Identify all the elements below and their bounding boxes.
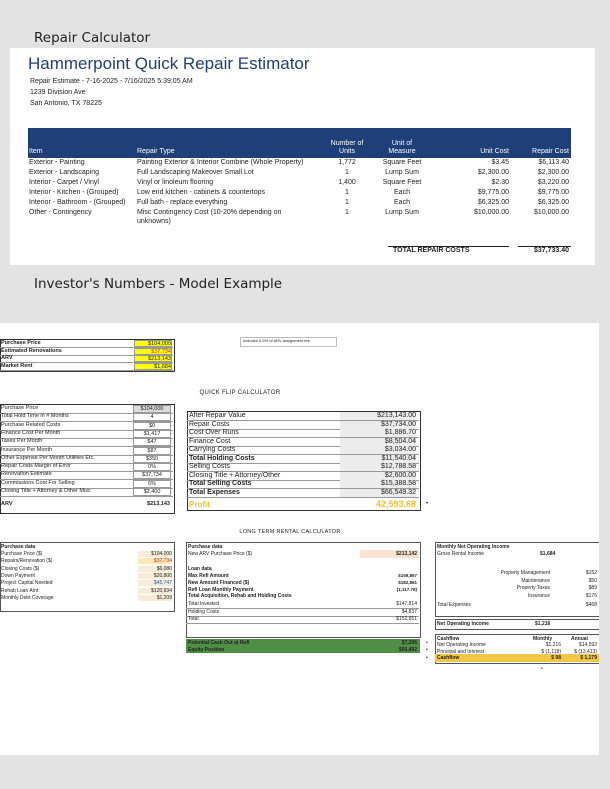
flip-result-value: $1,886.70 [340, 429, 416, 437]
flip-input-label: Total Hold Time in # Months [1, 413, 69, 420]
summary-divider [0, 370, 173, 371]
purchase-value: $45,747 [138, 580, 172, 586]
loan-value: (1,117.79) [396, 587, 417, 592]
repair-unit-cost: $10,000.00 [473, 209, 509, 216]
repair-type: Vinyl or linoleum flooring [137, 179, 214, 186]
flip-input-label: Repair Costs Margin of Error [1, 463, 71, 470]
purchase-data-title: Purchase data [1, 544, 36, 550]
flip-result-value: $8,504.04 [340, 438, 416, 446]
flip-result-value: $37,734.00 [340, 421, 416, 429]
repair-type: Full Landscaping Makeover Small Lot [137, 169, 254, 176]
repair-item: Interior - Kitchen - (Grouped) [29, 189, 119, 196]
flip-input-value: $104,000 [133, 405, 171, 413]
repair-units: 1,772 [338, 159, 356, 166]
monthly-header: Monthly [533, 636, 553, 642]
loan-label: New Amount Financed ($) [188, 580, 250, 586]
repair-row [28, 158, 571, 168]
repair-row [28, 168, 571, 178]
repair-units: 1 [345, 189, 349, 196]
purchase-value: $6,080 [138, 566, 172, 572]
noi-value: $1,216 [535, 621, 551, 627]
purchase-label: Down Payment [1, 572, 35, 579]
expense-label: Maintenance [521, 577, 550, 584]
total-acq-label: Total [188, 616, 199, 622]
loan-data-title: Loan data [188, 566, 212, 572]
mid-purchase-title: Purchase data [188, 544, 223, 550]
repair-unit-cost: $2,300.00 [477, 169, 509, 176]
cashflow-row-label: Net Operating Income [437, 642, 486, 648]
expense-value: $176 [585, 592, 597, 599]
total-acq-title: Total Acquisition, Rehab and Holding Costs [188, 593, 292, 599]
loan-label: Refi Loan Monthly Payment [188, 587, 254, 593]
repair-measure: Lump Sum [385, 209, 419, 216]
summary-label: ARV [1, 355, 13, 361]
repair-measure: Each [394, 189, 410, 196]
repair-item: Other - Contingency [29, 209, 92, 216]
flip-result-divider [187, 497, 419, 498]
purchase-label: Rehab Loan Amt [1, 587, 39, 594]
repair-row [28, 178, 571, 188]
purchase-value: $104,000 [138, 551, 172, 557]
repair-row [28, 208, 571, 226]
repair-item: Interior - Bathroom - (Grouped) [29, 199, 126, 206]
cashflow-row-annual: $ (13,413) [574, 648, 597, 655]
loan-value: $159,857 [398, 573, 417, 578]
cashflow-title: Cashflow [437, 636, 460, 642]
flip-input-value: 0% [133, 463, 171, 471]
repair-row [28, 188, 571, 198]
header-units-2: Units [339, 148, 355, 155]
noi-title: Monthly Net Operating Income [437, 544, 510, 550]
flip-result-label: Closing Title + Attorney/Other [189, 471, 281, 479]
flip-input-label: Purchase Price [1, 405, 39, 411]
flip-result-value: $2,600.00 [340, 472, 416, 480]
purchase-label: Repairs/Renovation ($) [1, 558, 53, 565]
equity-value: $60,492 [398, 647, 417, 653]
rental-title: LONG TERM RENTAL CALCULATOR [239, 529, 341, 535]
repair-cost: $2,300.00 [537, 169, 569, 176]
summary-value: $37,734 [134, 348, 172, 355]
profit-value: 42,593.68 [375, 499, 416, 509]
assignment-note: Includes 6.5% of ARV assignment fee [243, 338, 310, 343]
repair-unit-cost: $6,325.00 [477, 199, 509, 206]
expense-label: Property Taxes [516, 585, 550, 591]
total-repair-label: TOTAL REPAIR COSTS [393, 247, 470, 254]
flip-input-value: $0 [133, 422, 171, 430]
gross-income-value: $1,684 [540, 551, 556, 557]
repair-type: Full bath - replace everything [137, 199, 228, 206]
total-repair-row [28, 246, 571, 256]
cashflow-row-monthly: $1,216 [545, 642, 561, 648]
repair-table-header [28, 128, 571, 158]
header-type: Repair Type [137, 148, 175, 155]
repair-unit-cost: $2.30 [491, 179, 509, 186]
estimate-date: Repair Estimate - 7-16-2025 - 7/16/2025 5:39:05 AM [30, 78, 193, 85]
flip-result-label: After Repair Value [189, 412, 246, 419]
profit-label: Profit [189, 500, 210, 509]
repair-units: 1 [345, 209, 349, 216]
flip-result-label: Carrying Costs [189, 446, 236, 453]
flip-input-value: $350 [133, 455, 171, 463]
flip-input-label: Purchase Related Costs [1, 421, 61, 428]
quick-flip-title: QUICK FLIP CALCULATOR [199, 390, 281, 396]
repair-cost: $9,775.00 [537, 189, 569, 196]
flip-input-divider [0, 496, 173, 497]
flip-input-label: Finance Cost Per Month [1, 429, 61, 436]
repair-units: 1 [345, 199, 349, 206]
summary-value: $213,143 [134, 355, 172, 362]
noi-label: Net Operating Income [437, 621, 489, 627]
flip-input-value: 6% [133, 480, 171, 488]
repair-type: Painting Exterior & Interior Combine (Whole Property) [137, 159, 304, 166]
cashflow-row-label: Principal and Interest [437, 648, 484, 655]
repair-measure: Each [394, 199, 410, 206]
purchase-label: Monthly Debt Coverage [1, 594, 54, 601]
flip-result-label: Finance Cost [189, 437, 231, 445]
repair-table [28, 128, 571, 226]
repair-row [28, 198, 571, 208]
repair-type: Misc Contingency Cost (10-20% depending on unknowns) [137, 209, 282, 225]
cash-out-label: Potential Cash Out at Refi [188, 640, 250, 646]
repair-cost: $6,113.40 [538, 159, 569, 166]
flip-input-label: Insurance Per Month [1, 446, 53, 453]
header-measure-2: Measure [388, 148, 416, 155]
flip-input-label: Commissions Cost For Selling [1, 479, 75, 486]
flip-input-value: $2,400 [133, 488, 171, 496]
repair-measure: Square Feet [382, 159, 422, 166]
flip-result-label: Selling Costs [189, 463, 230, 470]
summary-label: Market Rent [1, 362, 33, 369]
new-arv-value: $213,142 [396, 551, 417, 557]
flip-result-value: $66,549.32 [340, 489, 416, 497]
new-arv-label: New ARV Purchase Price ($) [188, 551, 253, 557]
total-acq-divider [186, 623, 419, 624]
summary-label: Purchase Price [1, 340, 41, 346]
cashflow-row-monthly: $ (1,118) [541, 648, 561, 655]
repair-measure: Square Feet [382, 179, 422, 186]
repair-calculator-heading: Repair Calculator [34, 30, 151, 46]
repair-cost: $3,220.00 [537, 179, 569, 186]
flip-result-value: $3,034.00 [340, 446, 416, 454]
total-acq-label: Total Invested [188, 601, 219, 607]
header-item: Item [29, 148, 43, 155]
arv-label: ARV [1, 501, 13, 507]
flip-result-label: Total Selling Costs [189, 480, 252, 487]
total-acq-label: Holding Costs [188, 608, 220, 615]
expense-value: $50 [588, 577, 597, 584]
estimate-address: 1239 Division Ave [30, 89, 86, 96]
purchase-label: Purchase Price ($) [1, 551, 43, 557]
cashflow-total-label: Cashflow [437, 655, 460, 661]
flip-result-value: $15,388.58 [340, 480, 416, 488]
total-repair-value: $37,733.40 [533, 247, 569, 254]
summary-value: $1,684 [134, 363, 172, 370]
total-acq-value: $152,651 [396, 616, 417, 622]
summary-value: $104,000 [134, 340, 172, 347]
equity-label: Equity Position [188, 647, 225, 653]
expense-value: $152 [585, 570, 597, 576]
cashflow-total-annual: $ 1,179 [580, 655, 597, 661]
purchase-label: Closing Costs ($) [1, 565, 40, 572]
repair-type: Low end kitchen - cabinets & countertops [137, 189, 266, 196]
flip-result-label: Repair Costs [189, 420, 230, 428]
repair-units: 1 [345, 169, 349, 176]
flip-result-label: Total Holding Costs [189, 454, 255, 462]
header-repair-cost: Repair Cost [532, 148, 569, 155]
flip-input-label: Closing Title + Attorney & Other Misc [1, 488, 91, 494]
flip-input-value: $37,734 [133, 471, 171, 479]
repair-item: Exterior - Painting [29, 159, 85, 166]
header-unit-cost: Unit Cost [480, 148, 509, 155]
flip-input-value: $47 [133, 438, 171, 446]
flip-input-value: $87 [133, 447, 171, 455]
cashflow-row-annual: $14,592 [578, 642, 597, 648]
flip-input-value: 4 [133, 413, 171, 421]
repair-item: Interior - Carpet / Vinyl [29, 179, 99, 186]
flip-input-label: Taxes Per Month [1, 438, 43, 445]
cash-out-value: $7,206 [401, 640, 417, 646]
estimate-city: San Antonio, TX 78225 [30, 100, 102, 107]
purchase-value: $1,209 [138, 595, 172, 601]
repair-units: 1,400 [338, 179, 356, 186]
cashflow-total-monthly: $ 98 [551, 655, 561, 661]
loan-label: Max Refi Amount [188, 573, 229, 579]
flip-result-label: Total Expenses [189, 488, 240, 496]
repair-item: Exterior - Landscaping [29, 169, 100, 176]
expense-label: Insurance [528, 592, 550, 599]
estimate-title: Hammerpoint Quick Repair Estimator [28, 54, 310, 73]
expense-label: Property Management [500, 570, 550, 576]
flip-input-label: Other Expense Per Month Utilities Etc. [1, 454, 95, 461]
investor-heading: Investor's Numbers - Model Example [34, 276, 283, 292]
annual-header: Annual [571, 636, 588, 642]
header-units-1: Number of [330, 140, 364, 147]
investor-spreadsheet: Includes 6.5% of ARV assignment fee QUICK FLIP CALCULATOR ARV $213,143 Profit 42,593.68 • LONG TERM RENTAL CALCULATOR Purchase data Purchase data New ARV Purchase Price ($) $213,142 Loan data Total Acquisition, Rehab and Holding Costs Potential Cash Out at Refi $7,206 Equity Position $60,492 • • Monthly Net Operating Income Gross Rental Income $1,684 Total Expenses $468 Net Operating Income $1,216 Cashflow Monthly Annual Cashflow $ 98 $ 1,179 • • Purchase Price $104,000 Estimated Renovations $37,734 ARV $213,143 Market Rent $1,684 Purchase Price $104,000 Total Hold Time in # Months 4 Purchase Related Costs $0 Finance Cost Per Month $1,417 Taxes Per Month $47 Insurance Per Month $87 Other Expense Per Month Utilities Etc. $350 Repair Costs Margin of Error 0% Renovation Estimate $37,734 Commissions Cost For Selling 6% Closing Title + Attorney & Other Misc $2,400 After Repair Value $213,143.00 Repair Costs $37,734.00 Cost Over Runs $1,886.70 Finance Cost $8,504.04 Carrying Costs $3,034.00 Total Holding Costs $11,540.04 Selling Costs $12,788.58 Closing Title + Attorney/Other $2,600.00 Total Selling Costs $15,388.58 Total Expenses $66,549.32 Purchase Price ($) $104,000 Repairs/Renovation ($) $37,734 Closing Costs ($) $6,080 Down Payment $20,800 Project Capital Needed $45,747 Rehab Loan Amt $120,934 Monthly Debt Coverage $1,209 Max Refi Amount $159,857 New Amount Financed ($) $182,861 Refi Loan Monthly Payment (1,117.79) Total Invested $147,814 Holding Costs $4,837 Total $152,651 Property Management $152 Maintenance $50 Property Taxes $89 Insurance $176 Net Operating Income $1,216 $14,592 Principal and Interest $ (1,118) $ (13,413) [0, 323, 599, 755]
purchase-value: $37,734 [138, 558, 172, 564]
flip-result-value: $11,540.04 [340, 455, 416, 463]
repair-cost: $6,325.00 [537, 199, 569, 206]
header-measure-1: Unit of [391, 140, 413, 147]
flip-input-value: $1,417 [133, 430, 171, 438]
expense-value: $89 [588, 585, 597, 591]
total-expenses-value: $468 [585, 602, 597, 608]
repair-estimate-card [10, 48, 595, 265]
total-expenses-label: Total Expenses [437, 602, 471, 608]
loan-value: $182,861 [398, 580, 417, 585]
flip-result-label: Cost Over Runs [189, 429, 239, 436]
repair-unit-cost: $3.45 [491, 159, 509, 166]
flip-result-value: $213,143.00 [340, 412, 416, 420]
flip-result-value: $12,788.58 [340, 463, 416, 471]
repair-measure: Lump Sum [385, 169, 419, 176]
flip-input-label: Renovation Estimate [1, 471, 52, 478]
profit-marker: • [426, 501, 429, 507]
purchase-value: $120,934 [138, 588, 172, 594]
repair-unit-cost: $9,775.00 [477, 189, 509, 196]
purchase-label: Project Capital Needed [1, 580, 53, 587]
total-acq-value: $147,814 [396, 601, 417, 607]
gross-income-label: Gross Rental Income [437, 551, 484, 557]
arv-value: $213,143 [147, 501, 170, 507]
purchase-value: $20,800 [138, 573, 172, 579]
summary-label: Estimated Renovations [1, 347, 62, 354]
total-acq-value: $4,837 [401, 608, 417, 615]
repair-cost: $10,000.00 [533, 209, 569, 216]
